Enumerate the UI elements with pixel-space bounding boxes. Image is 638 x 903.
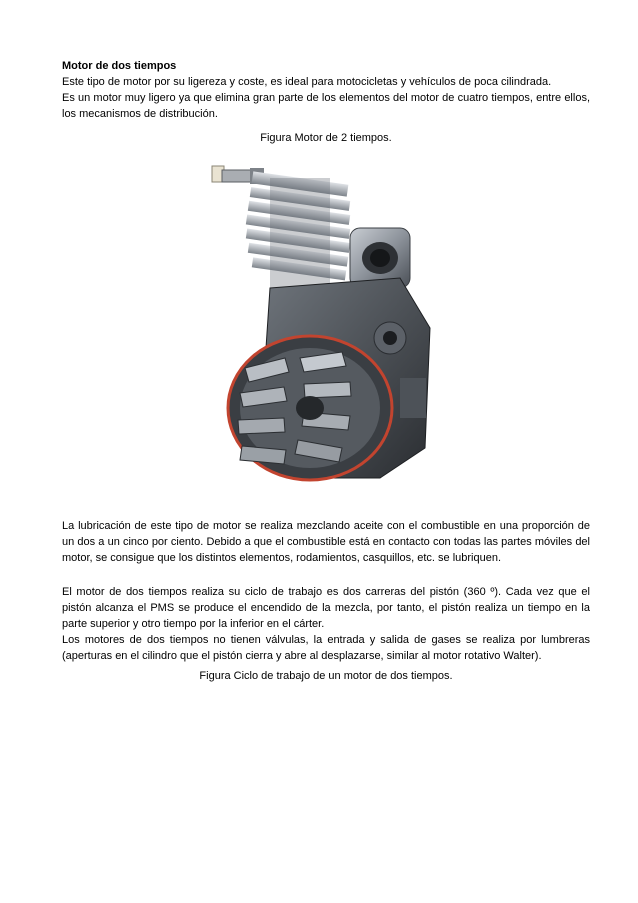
- cylinder-fins: [246, 171, 350, 288]
- intro-block: [62, 58, 590, 122]
- cycle-paragraph-1: El motor de dos tiempos realiza su ciclo de trabajo es dos carreras del pistón (360 º). Cada vez que el pistón alcanza el PMS se produce el encendido de la mezcla, por tanto, el pistón realiza un tiempo en la parte superior y otro tiempo por la inferior en el cárter.: [62, 586, 590, 630]
- intro-paragraph-1: Este tipo de motor por su ligereza y coste, es ideal para motocicletas y vehículos de poca cilindrada.: [62, 76, 552, 88]
- figure-1-caption: Figura Motor de 2 tiempos.: [260, 132, 392, 144]
- cycle-paragraph-2: Los motores de dos tiempos no tienen válvulas, la entrada y salida de gases se realiza por lumbreras (aperturas en el cilindro que el pistón cierra y abre al desplazarse, similar al motor rotativo Walter).: [62, 634, 590, 662]
- side-cover: [400, 378, 426, 418]
- intro-paragraph-2: Es un motor muy ligero ya que elimina gran parte de los elementos del motor de cuatro tiempos, entre ellos, los mecanismos de distribución.: [62, 92, 590, 120]
- lubrication-paragraph: La lubricación de este tipo de motor se realiza mezclando aceite con el combustible en una proporción de un dos a un cinco por ciento. Debido a que el combustible está en contacto con todas las partes móviles del motor, se consigue que los distintos elementos, rodamientos, casquillos, etc. se lubriquen.: [62, 520, 590, 564]
- cycle-block: [62, 584, 590, 664]
- spark-plug-body: [222, 170, 252, 182]
- figure-2-caption: Figura Ciclo de trabajo de un motor de dos tiempos.: [199, 670, 453, 682]
- section-title: Motor de dos tiempos: [62, 60, 177, 72]
- lubrication-block: [62, 518, 590, 566]
- two-stroke-engine-image: [200, 158, 440, 490]
- flywheel: [228, 336, 392, 480]
